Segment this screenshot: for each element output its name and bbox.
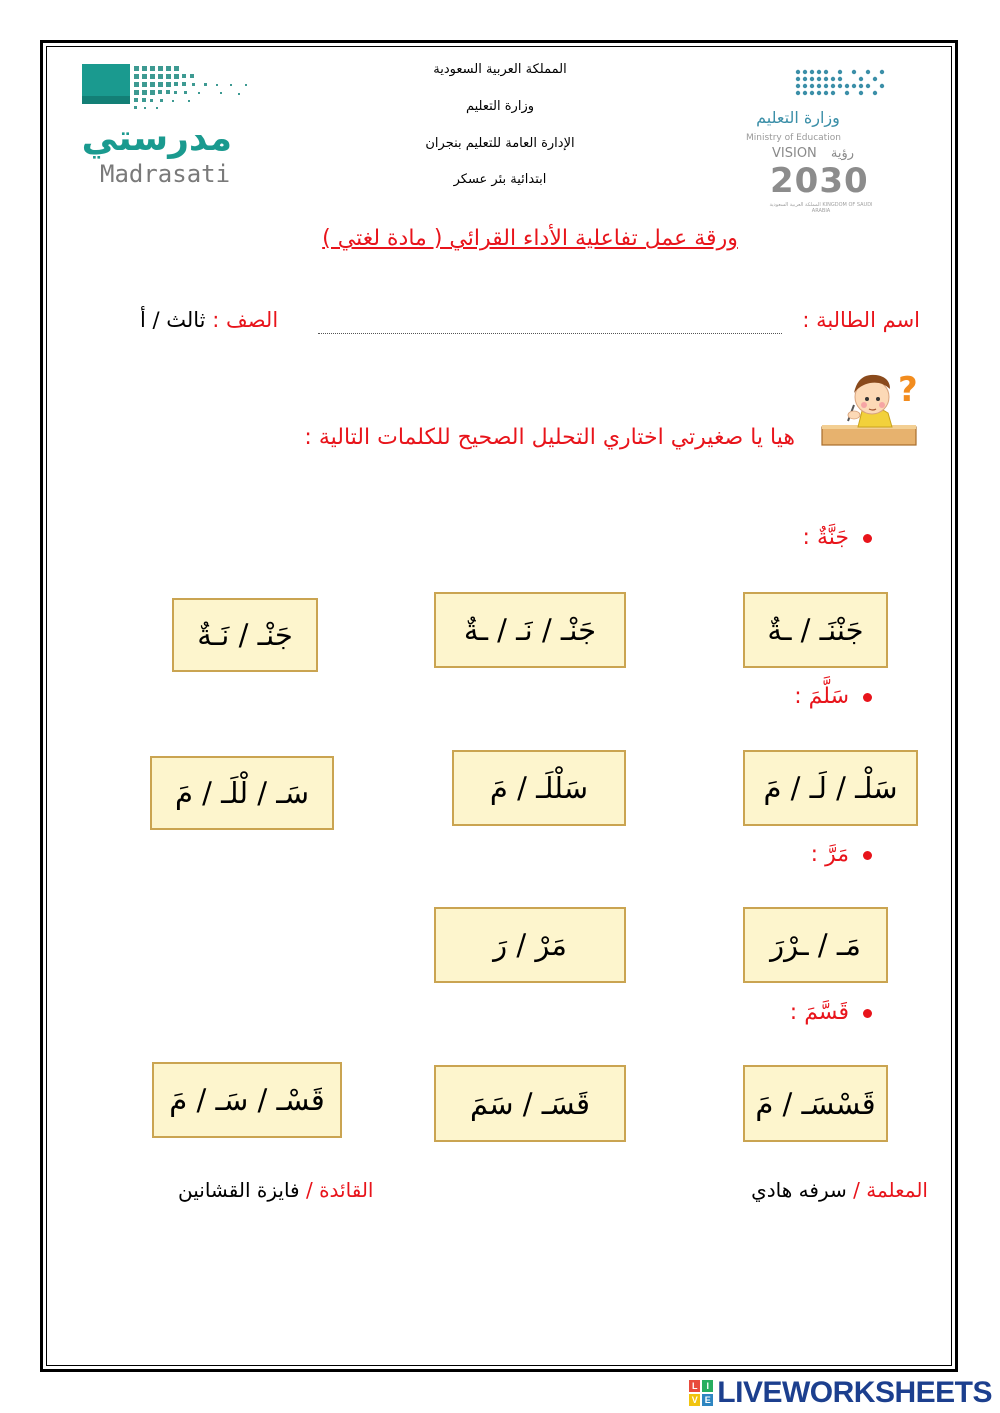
answer-option[interactable] — [743, 750, 918, 826]
vision-text-ar: رؤية — [830, 146, 855, 161]
question-word — [790, 1000, 872, 1025]
madrasati-dots-icon — [80, 62, 255, 122]
question-word-text: قَسَّمَ : — [789, 1000, 849, 1025]
bullet-icon — [863, 534, 872, 543]
question-word — [803, 525, 872, 550]
question-word-text: جَنَّةٌ : — [802, 525, 849, 550]
badge-letter: L — [689, 1380, 700, 1392]
option-text: سَلْلَـ / مَ — [489, 771, 589, 805]
option-text: مَرْ / رَ — [493, 928, 567, 962]
badge-letter: V — [689, 1394, 700, 1406]
option-text: جَنْـ / نَـةٌ — [197, 618, 293, 652]
badge-letter: I — [702, 1380, 713, 1392]
svg-text:?: ? — [898, 370, 918, 410]
answer-option[interactable] — [743, 907, 888, 983]
answer-option[interactable] — [152, 1062, 342, 1138]
ministry-dots-icon — [792, 66, 942, 106]
vision-kingdom: المملكة العربية السعودية KINGDOM OF SAUDI ARABIA — [769, 202, 873, 214]
ministry-logo — [742, 66, 902, 221]
student-name-field[interactable] — [318, 333, 782, 334]
class-value: ثالث / أ — [140, 308, 206, 332]
vision-year: 2030 — [770, 161, 869, 201]
teacher-name: سرفه هادي — [751, 1178, 847, 1202]
teacher-signature — [751, 1178, 928, 1202]
question-word — [794, 684, 872, 709]
class-group — [140, 308, 278, 332]
bullet-icon — [863, 851, 872, 860]
question-word — [811, 842, 872, 867]
leader-signature — [178, 1178, 373, 1202]
answer-option[interactable] — [434, 592, 626, 668]
option-text: سَـ / لْلَـ / مَ — [174, 776, 310, 810]
answer-option[interactable] — [452, 750, 626, 826]
option-text: قَسْـ / سَـ / مَ — [169, 1083, 325, 1117]
instruction-text: هيا يا صغيرتي اختاري التحليل الصحيح للكلمات التالية : — [304, 425, 795, 450]
vision-text: VISION — [772, 146, 817, 161]
ministry-name-ar: وزارة التعليم — [756, 108, 840, 127]
madrasati-name-ar: مدرستي — [81, 118, 232, 159]
vision-label — [772, 146, 892, 161]
option-text: مَـ / ـرْرَ — [770, 928, 861, 962]
badge-letter: E — [702, 1394, 713, 1406]
student-info-row — [140, 308, 920, 342]
question-word-text: سَلَّمَ : — [794, 684, 849, 709]
madrasati-name-en: Madrasati — [100, 160, 231, 188]
answer-option[interactable] — [743, 592, 888, 668]
liveworksheets-brand — [689, 1375, 992, 1411]
thinking-child-icon — [818, 365, 918, 453]
answer-option[interactable] — [434, 1065, 626, 1142]
teacher-label: المعلمة / — [853, 1178, 928, 1202]
option-text: جَنْـ / نَـ / ـةٌ — [463, 613, 597, 647]
liveworksheets-text: LIVEWORKSHEETS — [717, 1376, 992, 1409]
bullet-icon — [863, 1009, 872, 1018]
bullet-icon — [863, 693, 872, 702]
header-ministry: وزارة التعليم — [465, 99, 535, 114]
question-word-text: مَرَّ : — [810, 842, 849, 867]
option-text: قَسَـ / سَمَ — [469, 1086, 591, 1121]
answer-option[interactable] — [743, 1065, 888, 1142]
answer-option[interactable] — [172, 598, 318, 672]
student-name-label: اسم الطالبة : — [802, 308, 920, 332]
answer-option[interactable] — [434, 907, 626, 983]
option-text: سَلْـ / لَـ / مَ — [763, 771, 898, 805]
header-kingdom: المملكة العربية السعودية — [433, 62, 567, 77]
answer-option[interactable] — [150, 756, 334, 830]
liveworksheets-logo-icon — [689, 1380, 713, 1406]
madrasati-logo — [80, 62, 255, 192]
leader-name: فايزة القشانين — [178, 1178, 300, 1202]
ministry-name-en: Ministry of Education — [746, 133, 841, 143]
header-school: ابتدائية بئر عسكر — [453, 172, 547, 187]
leader-label: القائدة / — [305, 1178, 374, 1202]
header-directorate: الإدارة العامة للتعليم بنجران — [425, 136, 575, 151]
class-label: الصف : — [212, 308, 279, 332]
option-text: قَسْسَـ / مَ — [755, 1086, 876, 1121]
option-text: جَنْنَـ / ـةٌ — [767, 613, 864, 647]
worksheet-title: ورقة عمل تفاعلية الأداء القرائي ( مادة لغتي ) — [322, 226, 738, 251]
